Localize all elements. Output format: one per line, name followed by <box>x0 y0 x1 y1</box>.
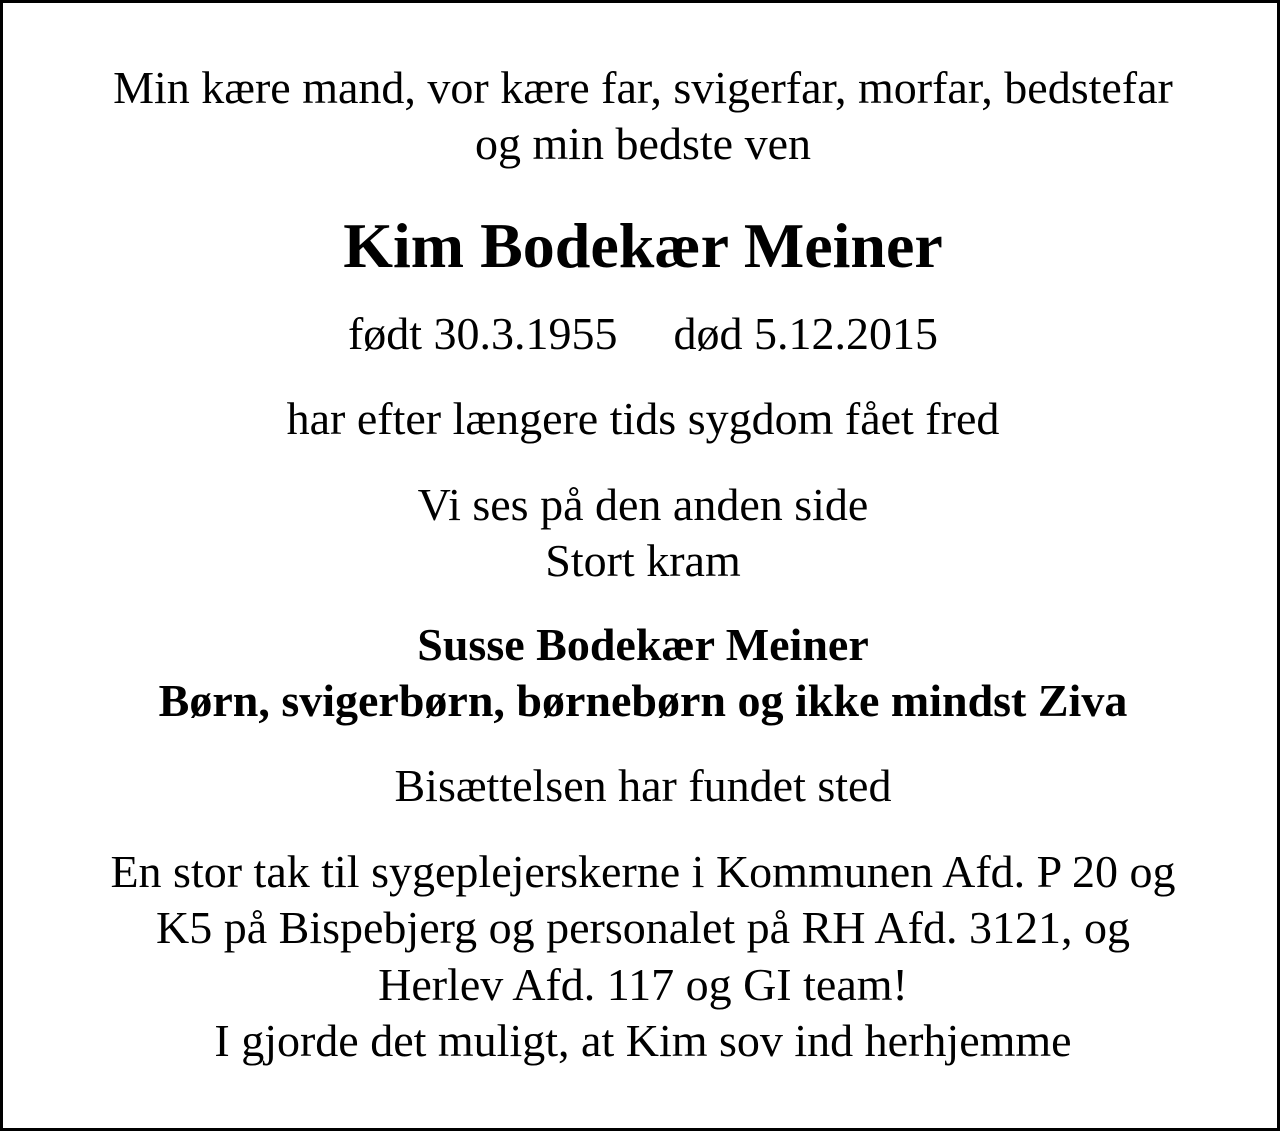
farewell-line-1: Vi ses på den anden side <box>417 479 869 530</box>
birth-date: født 30.3.1955 <box>347 308 618 359</box>
thanks-line-3: Herlev Afd. 117 og GI team! <box>378 959 908 1010</box>
farewell-line-2: Stort kram <box>545 535 741 586</box>
intro-line-2: og min bedste ven <box>475 118 811 169</box>
mourner-family: Børn, svigerbørn, børnebørn og ikke mindst Ziva <box>158 675 1128 726</box>
passing-message: har efter længere tids sygdom fået fred <box>286 393 1000 444</box>
intro-line-1: Min kære mand, vor kære far, svigerfar, morfar, bedstefar <box>113 62 1173 113</box>
thanks-line-1: En stor tak til sygeplejerskerne i Kommunen Afd. P 20 og <box>110 846 1176 897</box>
mourner-spouse: Susse Bodekær Meiner <box>417 619 869 670</box>
funeral-status: Bisættelsen har fundet sted <box>394 760 892 811</box>
thanks-line-2: K5 på Bispebjerg og personalet på RH Afd. 3121, og <box>156 902 1130 953</box>
death-date: død 5.12.2015 <box>673 308 939 359</box>
deceased-name: Kim Bodekær Meiner <box>343 210 943 281</box>
life-dates <box>3 308 1280 359</box>
thanks-line-4: I gjorde det muligt, at Kim sov ind herhjemme <box>214 1015 1072 1066</box>
